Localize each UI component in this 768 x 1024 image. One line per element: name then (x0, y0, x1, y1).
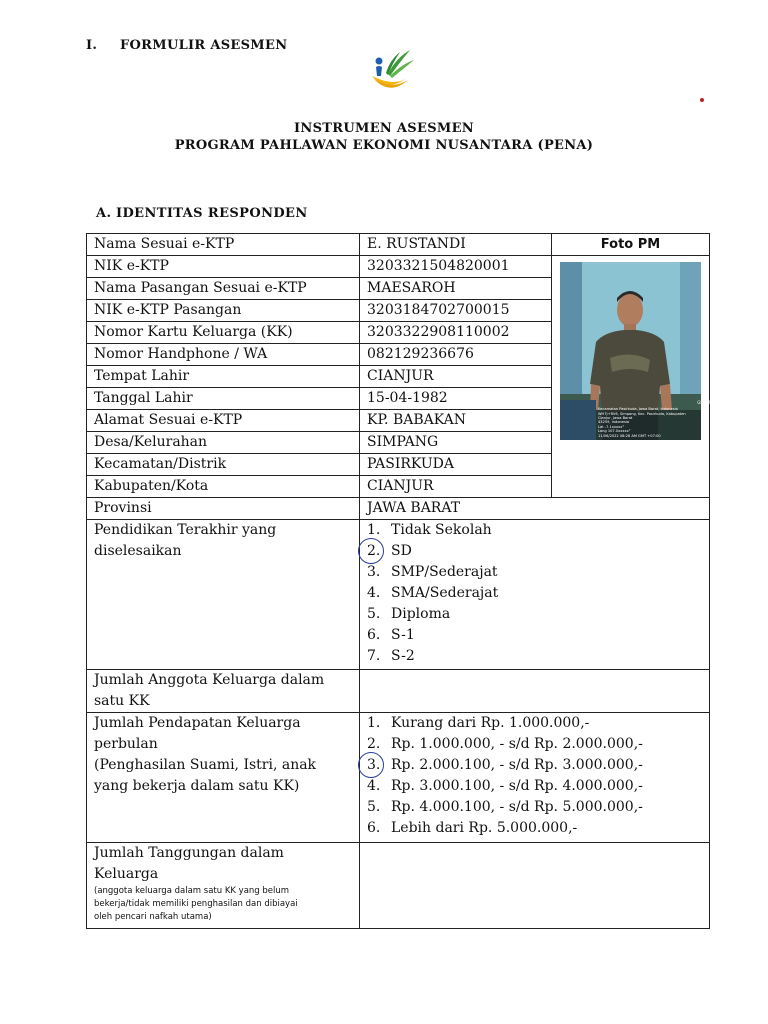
field-value[interactable]: E. RUSTANDI (360, 234, 552, 256)
identity-table (86, 233, 732, 929)
option-number: 6. (367, 820, 381, 836)
field-value[interactable]: 15-04-1982 (360, 388, 552, 410)
field-value[interactable]: 3203184702700015 (360, 300, 552, 322)
income-label (87, 713, 360, 843)
option-number: 3. (367, 757, 381, 773)
field-label: Alamat Sesuai e-KTP (87, 410, 360, 432)
education-option-6[interactable] (367, 625, 702, 646)
field-label: Kabupaten/Kota (87, 476, 360, 498)
label-line: satu KK (94, 693, 150, 709)
label-line: Jumlah Anggota Keluarga dalam (94, 672, 325, 688)
education-options (360, 520, 710, 670)
document-title-line2: PROGRAM PAHLAWAN EKONOMI NUSANTARA (PENA) (174, 138, 594, 153)
members-value[interactable] (360, 670, 710, 713)
option-text: Rp. 3.000.100, - s/d Rp. 4.000.000,- (391, 778, 643, 794)
income-option-3[interactable] (367, 755, 702, 776)
members-label (87, 670, 360, 713)
income-option-1[interactable] (367, 713, 702, 734)
field-value[interactable]: KP. BABAKAN (360, 410, 552, 432)
caption-line: WH7J+RV6, Simpang, Kec. Pasirkuda, Kabupaten Cianjur, Jawa Barat (598, 411, 686, 420)
option-number: 4. (367, 778, 381, 794)
caption-line: Long 107.0xxxxx° (598, 429, 631, 434)
income-option-2[interactable] (367, 734, 702, 755)
option-text: SMP/Sederajat (391, 564, 498, 580)
note-line: (anggota keluarga dalam satu KK yang belum (94, 886, 290, 896)
section-title: FORMULIR ASESMEN (120, 38, 288, 53)
field-value[interactable]: SIMPANG (360, 432, 552, 454)
note-line: bekerja/tidak memiliki penghasilan dan dibiayai (94, 899, 298, 909)
label-line: yang bekerja dalam satu KK) (94, 778, 300, 794)
field-label: Nama Sesuai e-KTP (87, 234, 360, 256)
option-number: 3. (367, 564, 381, 580)
education-option-1[interactable] (367, 520, 702, 541)
education-option-7[interactable] (367, 646, 702, 667)
field-label: Desa/Kelurahan (87, 432, 360, 454)
field-label: NIK e-KTP Pasangan (87, 300, 360, 322)
education-option-2[interactable] (367, 541, 702, 562)
photo-geotag-caption (598, 400, 732, 438)
option-number: 7. (367, 648, 381, 664)
label-line: Keluarga (94, 866, 159, 882)
option-number: 5. (367, 799, 381, 815)
caption-line: 43259, Indonesia (598, 420, 630, 425)
subsection-title: IDENTITAS RESPONDEN (116, 206, 308, 221)
option-number: 2. (367, 543, 381, 559)
label-line: Jumlah Pendapatan Keluarga (94, 715, 301, 731)
document-title-line1: INSTRUMEN ASESMEN (294, 121, 474, 136)
education-option-3[interactable] (367, 562, 702, 583)
option-text: Diploma (391, 606, 451, 622)
option-text: SD (391, 543, 412, 559)
option-text: SMA/Sederajat (391, 585, 499, 601)
option-text: Tidak Sekolah (391, 522, 492, 538)
field-label: Provinsi (87, 498, 360, 520)
income-row (87, 713, 710, 843)
note-line: oleh pencari nafkah utama) (94, 912, 212, 922)
option-text: Rp. 1.000.000, - s/d Rp. 2.000.000,- (391, 736, 643, 752)
field-label: Kecamatan/Distrik (87, 454, 360, 476)
education-row (87, 520, 710, 670)
field-value[interactable]: CIANJUR (360, 366, 552, 388)
respondent-photo (560, 262, 732, 440)
table-row (87, 234, 710, 256)
option-text: Kurang dari Rp. 1.000.000,- (391, 715, 590, 731)
red-dot-mark (700, 98, 704, 102)
field-label: NIK e-KTP (87, 256, 360, 278)
option-number: 6. (367, 627, 381, 643)
option-number: 4. (367, 585, 381, 601)
income-options (360, 713, 710, 843)
education-option-5[interactable] (367, 604, 702, 625)
education-label (87, 520, 360, 670)
caption-line: Kecamatan Pasirkuda, Jawa Barat, Indonesia (598, 407, 678, 412)
field-label: Tempat Lahir (87, 366, 360, 388)
members-row (87, 670, 710, 713)
table-row (87, 498, 710, 520)
subsection-heading (96, 206, 308, 221)
label-line: diselesaikan (94, 543, 182, 559)
option-number: 1. (367, 522, 381, 538)
field-value[interactable]: 3203322908110002 (360, 322, 552, 344)
pena-logo-icon (366, 46, 416, 96)
table-row (87, 256, 710, 278)
dependents-row (87, 843, 710, 929)
field-value[interactable]: CIANJUR (360, 476, 552, 498)
dependents-value[interactable] (360, 843, 710, 929)
photo-header: Foto PM (552, 234, 710, 256)
option-number: 2. (367, 736, 381, 752)
field-value[interactable]: JAWA BARAT (360, 498, 710, 520)
label-line: perbulan (94, 736, 158, 752)
education-option-4[interactable] (367, 583, 702, 604)
field-value[interactable]: MAESAROH (360, 278, 552, 300)
section-number: I. (86, 38, 98, 53)
dependents-note (94, 885, 352, 924)
section-heading (86, 38, 287, 53)
caption-line: 11/06/2022 08:28 AM GMT +07:00 (598, 433, 661, 438)
field-label: Tanggal Lahir (87, 388, 360, 410)
label-line: (Penghasilan Suami, Istri, anak (94, 757, 317, 773)
option-number: 1. (367, 715, 381, 731)
income-option-5[interactable] (367, 797, 702, 818)
option-text: S-2 (391, 648, 415, 664)
option-text: Rp. 2.000.100, - s/d Rp. 3.000.000,- (391, 757, 643, 773)
option-text: S-1 (391, 627, 415, 643)
income-option-4[interactable] (367, 776, 702, 797)
field-value[interactable]: PASIRKUDA (360, 454, 552, 476)
field-value[interactable]: 3203321504820001 (360, 256, 552, 278)
dependents-label (87, 843, 360, 929)
income-option-6[interactable] (367, 818, 702, 839)
label-line: Jumlah Tanggungan dalam (94, 845, 284, 861)
option-text: Lebih dari Rp. 5.000.000,- (391, 820, 578, 836)
photo-cell (552, 256, 732, 498)
option-text: Rp. 4.000.100, - s/d Rp. 5.000.000,- (391, 799, 643, 815)
field-label: Nama Pasangan Sesuai e-KTP (87, 278, 360, 300)
camera-label: GPS Map Camera (697, 400, 732, 406)
subsection-number: A. (96, 206, 112, 221)
option-number: 5. (367, 606, 381, 622)
field-label: Nomor Kartu Keluarga (KK) (87, 322, 360, 344)
label-line: Pendidikan Terakhir yang (94, 522, 277, 538)
field-value[interactable]: 082129236676 (360, 344, 552, 366)
caption-line: Lat -7.1xxxxx° (598, 424, 625, 429)
field-label: Nomor Handphone / WA (87, 344, 360, 366)
